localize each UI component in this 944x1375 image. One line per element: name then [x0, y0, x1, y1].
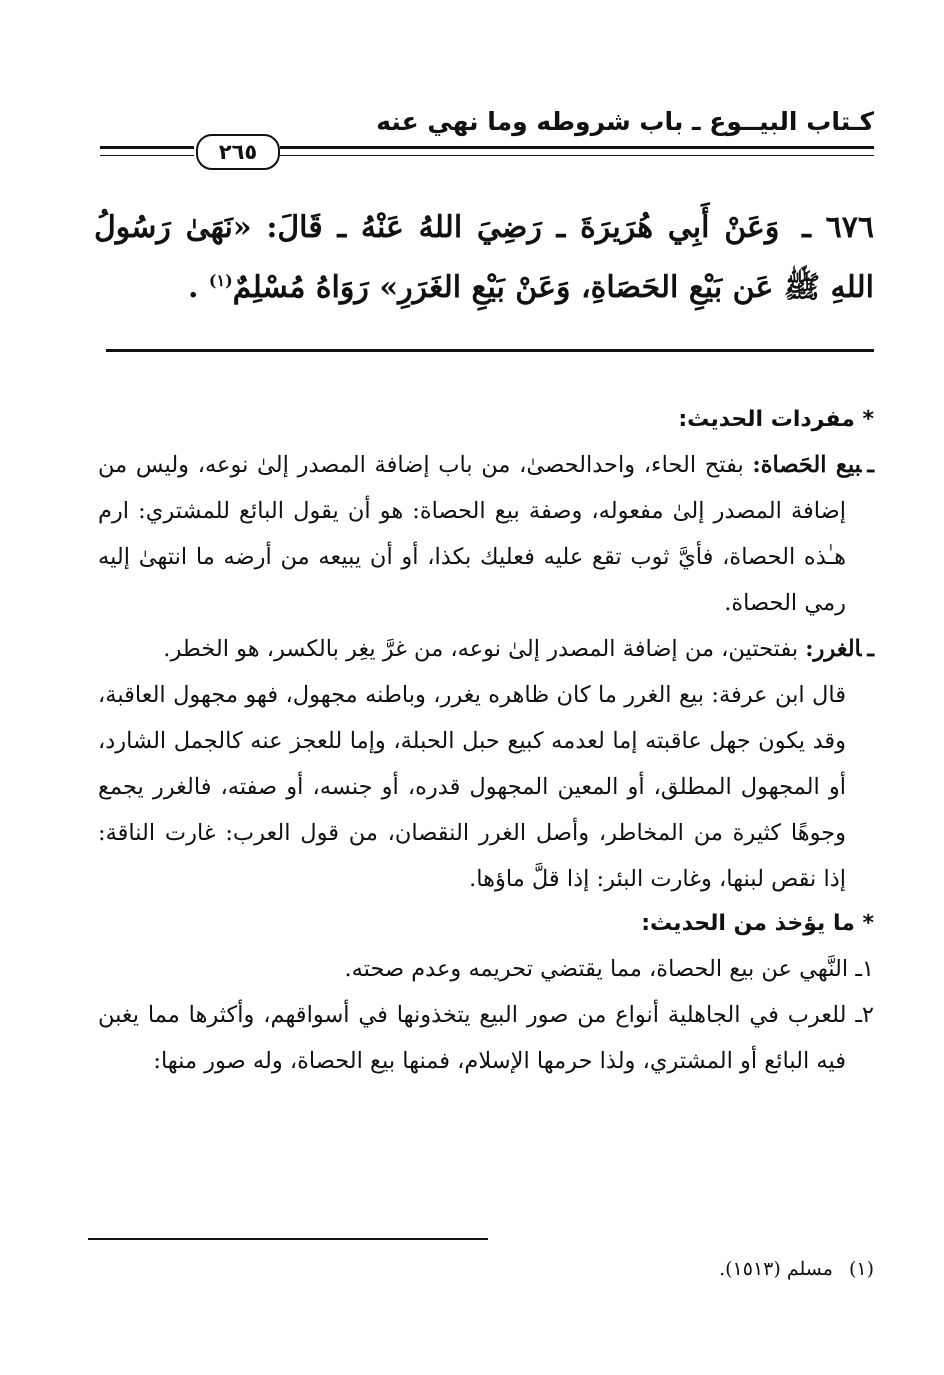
hadith-text: [94, 198, 874, 318]
entry-dash: ـ: [867, 636, 874, 662]
ibn-arafa-paragraph: قال ابن عرفة: بيع الغرر ما كان ظاهره يغرر، وباطنه مجهول، فهو مجهول العاقبة، وقد يكون جهل عاقبته إما لعدمه كبيع حبل الحبلة، وإما للعجز عنه كالجمل الشارد، أو المجهول المطلق، أو المعين المجهول قدره، أو جنسه، أو صفته، فالغرر يجمع وجوهًا كثيرة من المخاطر، وأصل الغرر النقصان، من قول العرب: غارت الناقة: إذا نقص لبنها، وغارت البئر: إذا قلَّ ماؤها.: [98, 682, 846, 892]
vocabulary-entry: [98, 626, 874, 672]
hadith-intro: وَعَنْ أَبِي هُرَيرَةَ ـ رَضِيَ اللهُ عَنْهُ ـ قَالَ:: [266, 210, 780, 245]
footnote-text: مسلم (١٥١٣).: [719, 1258, 833, 1280]
lesson-text: النَّهي عن بيع الحصاة، مما يقتضي تحريمه وعدم صحته.: [344, 956, 849, 982]
hadith-number: ٦٧٦ ـ: [802, 210, 875, 245]
footnote: [98, 1252, 874, 1286]
footnote-number: (١): [848, 1258, 874, 1280]
entry-text: بفتح الحاء، واحدالحصىٰ، من باب إضافة المصدر إلىٰ نوعه، وليس من إضافة المصدر إلىٰ مفعوله، وصفة بيع الحصاة: هو أن يقول البائع للمشتري: ارم هـٰذه الحصاة، فأيَّ ثوب تقع عليه فعليك بكذا، أو أن يبيعه من أرضه ما انتهىٰ إليه رمي الحصاة.: [98, 452, 846, 616]
hadith-attribution: رَوَاهُ مُسْلِمٌ: [232, 270, 369, 305]
section-divider: [106, 349, 874, 352]
lesson-item: [98, 992, 874, 1084]
entry-term: بيع الحَصاة:: [752, 452, 862, 478]
vocabulary-entry: [98, 442, 874, 626]
commentary-body: [98, 398, 874, 1084]
lesson-number: ٢ـ: [855, 1002, 874, 1028]
lesson-number: ١ـ: [855, 956, 874, 982]
entry-dash: ـ: [867, 452, 875, 478]
lessons-heading: * ما يؤخذ من الحديث:: [641, 911, 874, 936]
vocabulary-heading: * مفردات الحديث:: [678, 407, 874, 432]
footnote-rule: [88, 1238, 488, 1240]
header-rule-right: [280, 146, 874, 149]
lesson-text: للعرب في الجاهلية أنواع من صور البيع يتخذونها في أسواقهم، وأكثرها مما يغبن فيه البائع أو المشتري، ولذا حرمها الإسلام، فمنها بيع الحصاة، وله صور منها:: [98, 1002, 847, 1074]
hadith-end: .: [188, 270, 199, 305]
page-number-badge: [196, 134, 280, 170]
hadith-quote: «نَهَىٰ رَسُولُ اللهِ ﷺ عَن بَيْعِ الحَصَاةِ، وَعَنْ بَيْعِ الغَرَرِ»: [94, 210, 874, 305]
header-rule-right-thin: [280, 155, 874, 156]
page-number: ٢٦٥: [218, 140, 258, 164]
running-title: كـتاب البيــوع ـ باب شروطه وما نهي عنه: [376, 107, 874, 136]
header-rule-left-thin: [100, 155, 194, 156]
entry-term: الغرر:: [805, 636, 862, 662]
footnote-reference: (١): [208, 271, 233, 290]
lesson-item: [98, 946, 874, 992]
header-rule-left: [100, 146, 194, 149]
entry-text: بفتحتين، من إضافة المصدر إلىٰ نوعه، من غرَّ يغِر بالكسر، هو الخطر.: [163, 636, 799, 662]
